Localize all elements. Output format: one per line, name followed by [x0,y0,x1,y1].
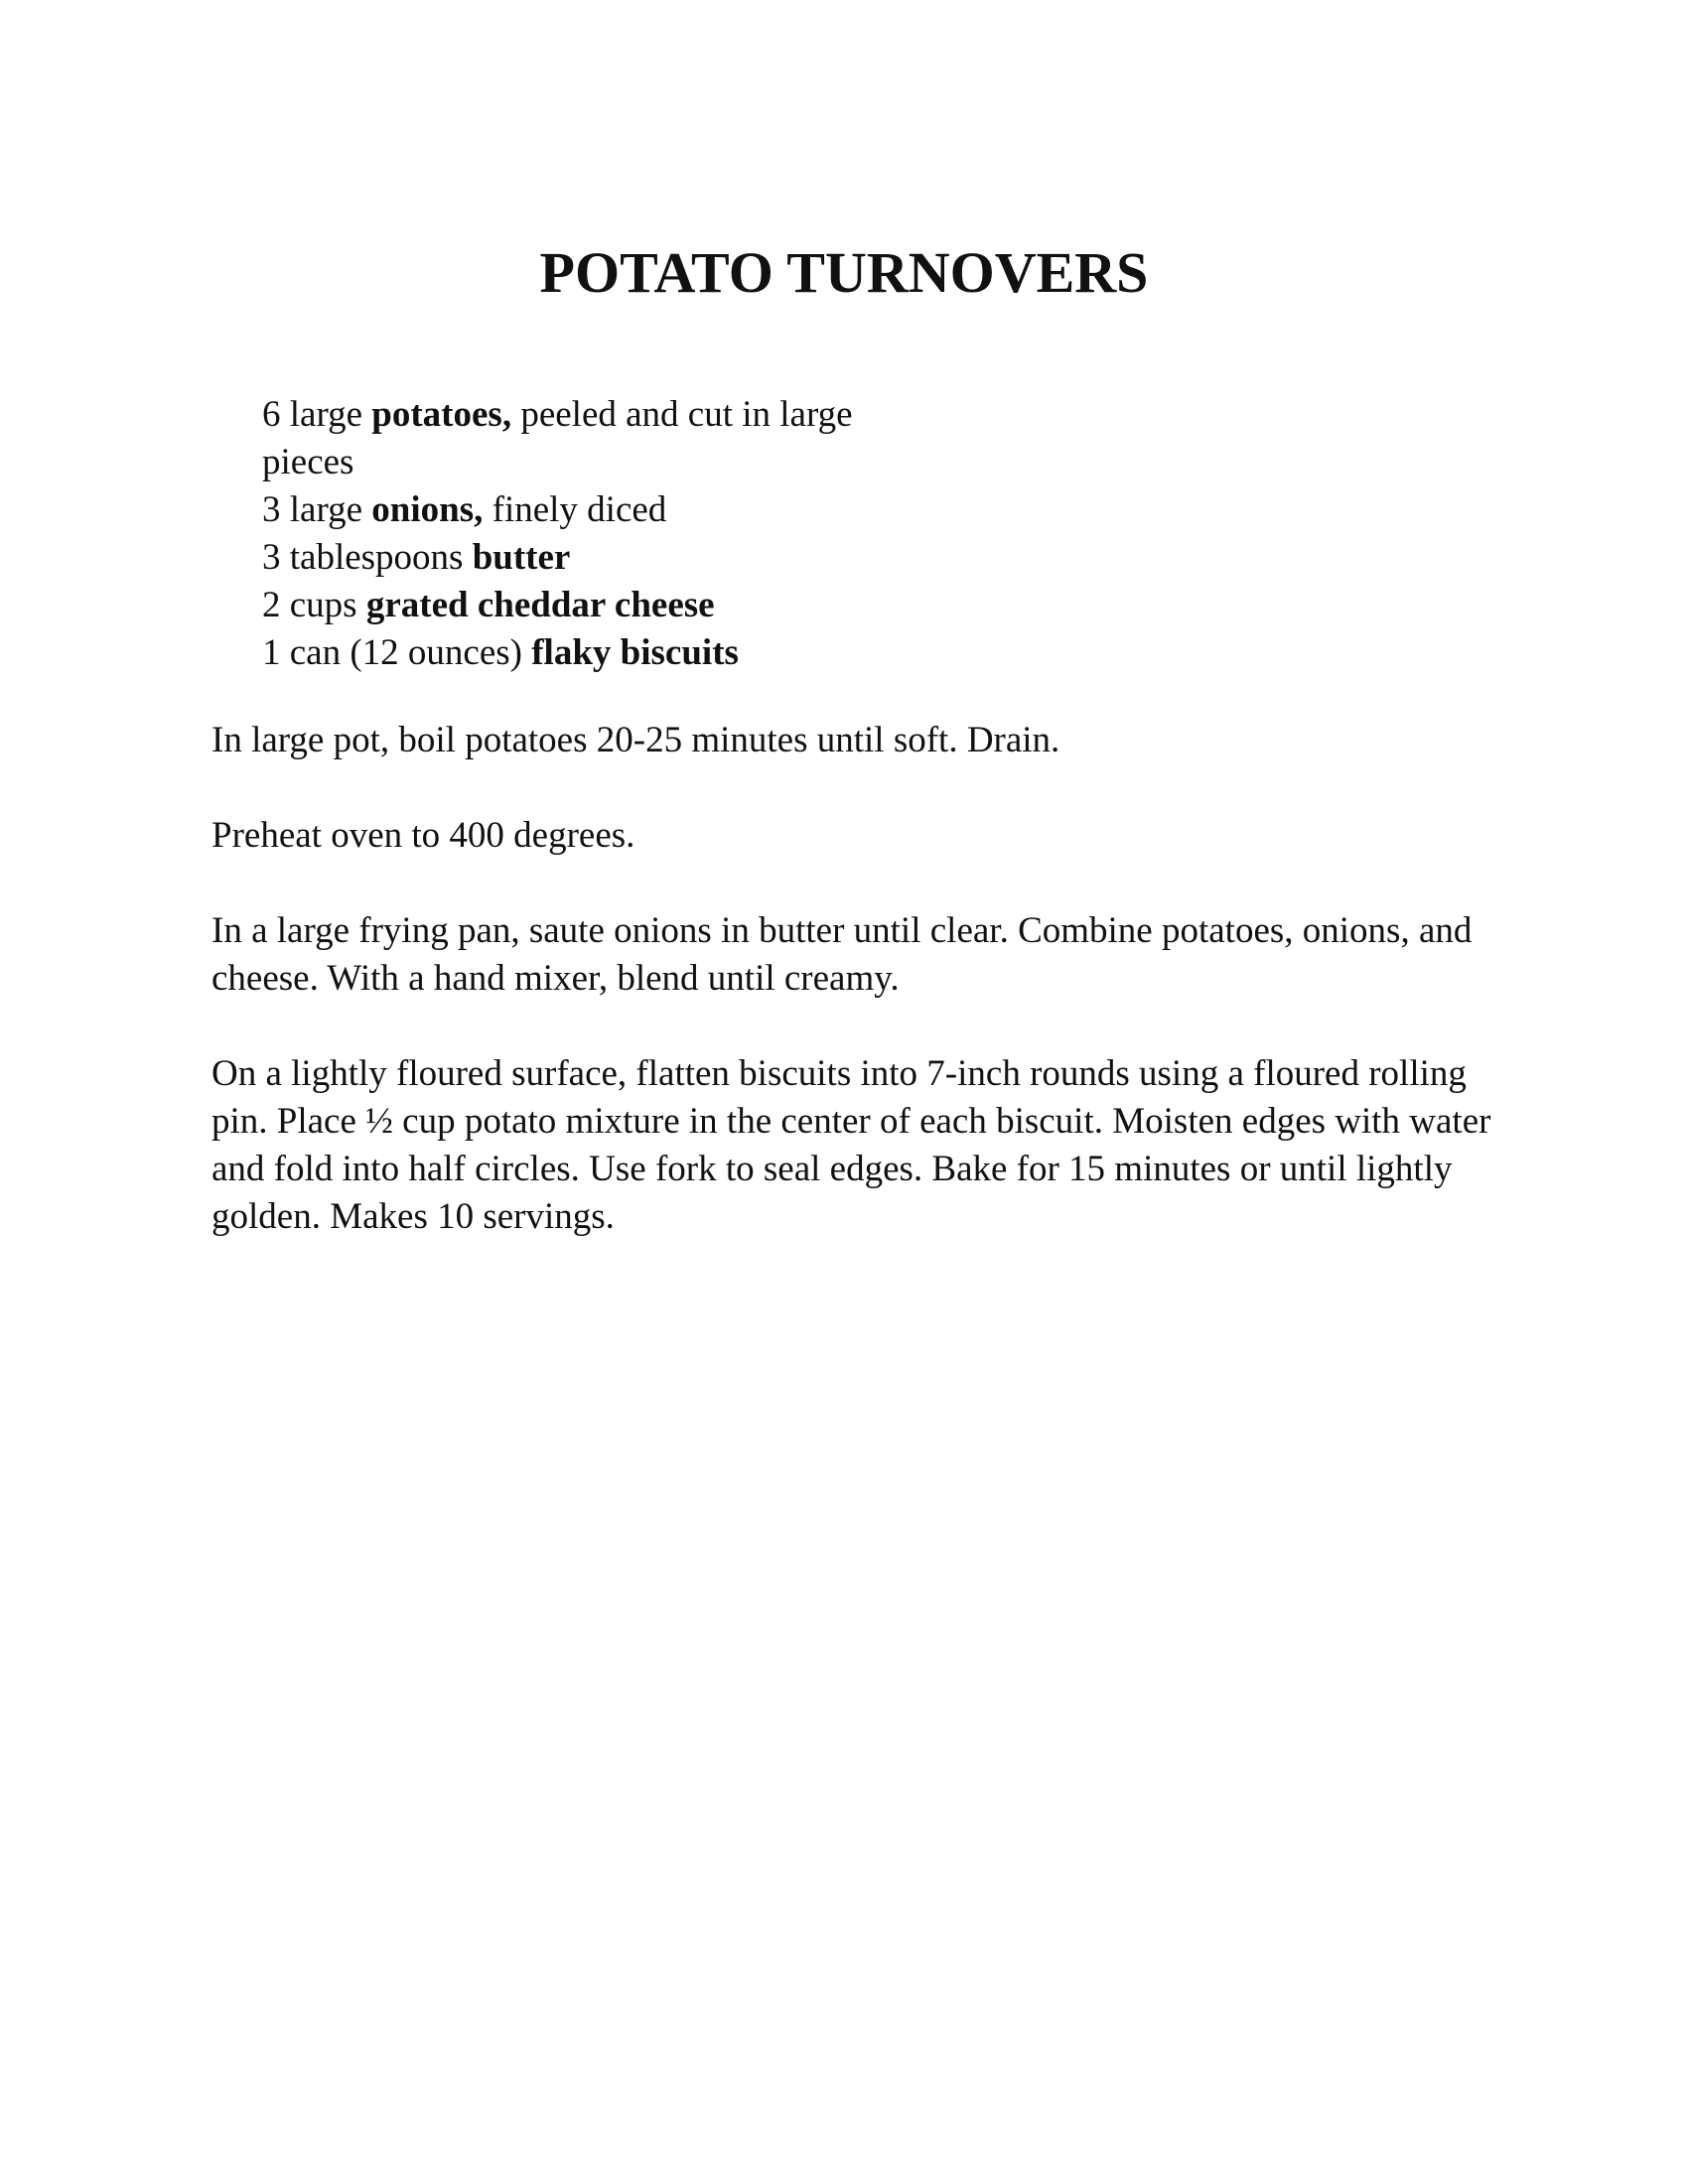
ingredient-quantity: 3 tablespoons [262,537,473,578]
ingredient-item [262,486,898,534]
ingredient-name: potatoes, [371,394,512,435]
ingredient-item [262,582,898,629]
ingredient-quantity: 1 can (12 ounces) [262,632,532,673]
ingredient-name: butter [472,537,571,578]
instruction-step: On a lightly floured surface, flatten biscuits into 7-inch rounds using a floured rolling pin. Place ½ cup potato mixture in the center of each biscuit. Moisten edges with water and fold into half circles. Use fork to seal edges. Bake for 15 minutes or until lightly golden. Makes 10 servings. [211,1053,1491,1237]
ingredient-quantity: 2 cups [262,585,366,625]
instruction-step: In a large frying pan, saute onions in butter until clear. Combine potatoes, onions, and cheese. With a hand mixer, blend until creamy. [211,910,1473,999]
instruction-step: Preheat oven to 400 degrees. [211,815,635,856]
recipe-title [0,238,1688,308]
recipe-title-text: POTATO TURNOVERS [539,240,1149,305]
ingredient-quantity: 3 large [262,489,372,530]
ingredient-list [262,391,898,677]
ingredient-item [262,534,898,582]
ingredient-item [262,629,898,677]
instruction-step: In large pot, boil potatoes 20-25 minutes until soft. Drain. [211,720,1060,760]
ingredient-quantity: 6 large [262,394,372,435]
ingredient-name: grated cheddar cheese [365,585,715,625]
ingredient-name: flaky biscuits [531,632,739,673]
instructions [211,717,1522,1289]
ingredient-item [262,391,858,486]
ingredient-name: onions, [371,489,484,530]
ingredient-note: peeled and cut in large pieces [262,394,853,482]
ingredient-note: finely diced [483,489,667,530]
